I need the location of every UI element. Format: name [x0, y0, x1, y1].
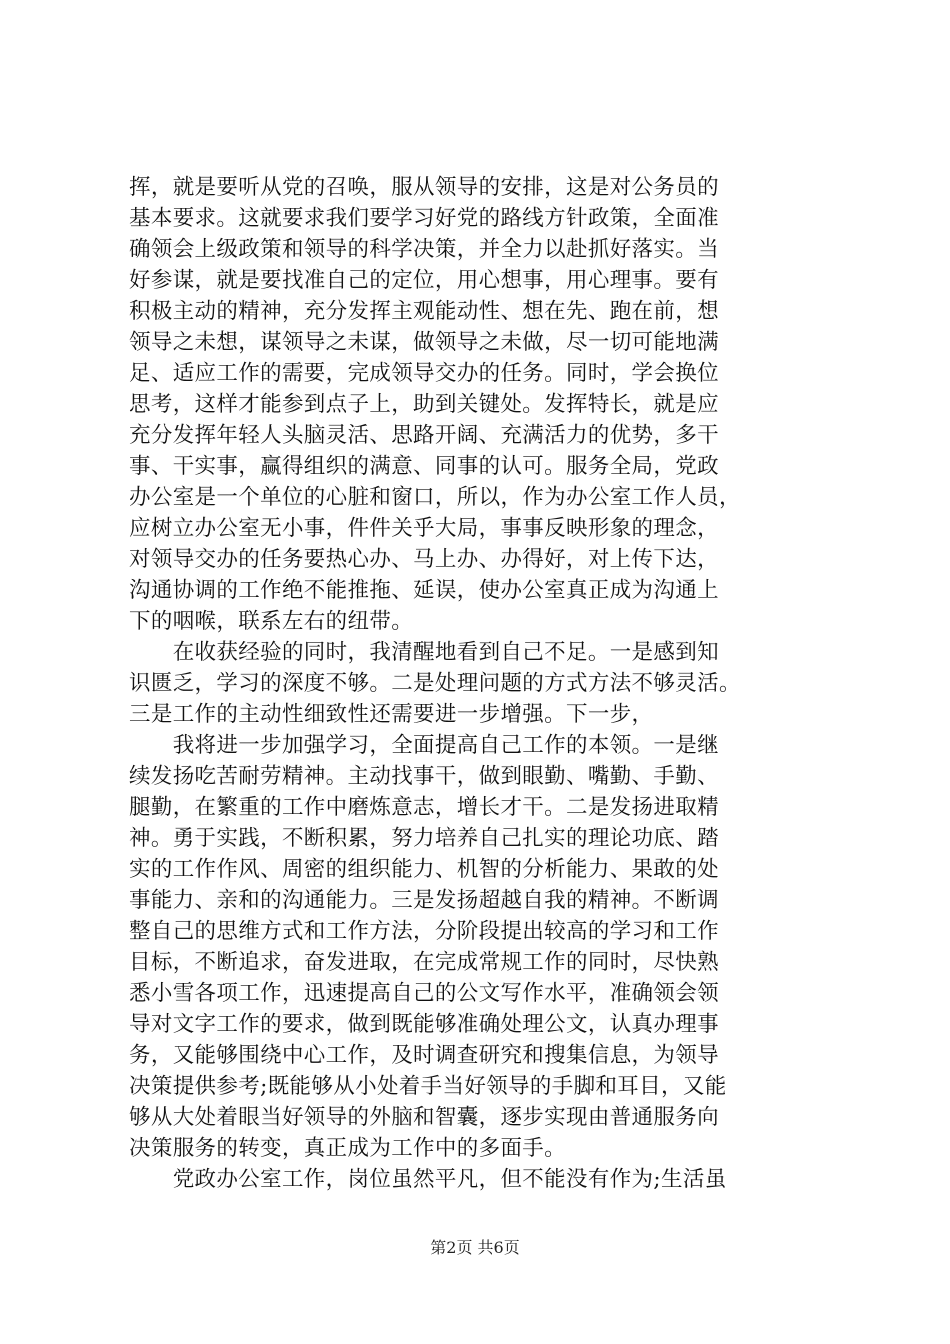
text-line: 充分发挥年轻人头脑灵活、思路开阔、充满活力的优势，多干: [129, 423, 719, 448]
text-line: 决策提供参考;既能够从小处着手当好领导的手脚和耳目，又能: [129, 1074, 727, 1099]
page-footer: 第2页 共6页: [430, 1238, 520, 1257]
text-line: 悉小雪各项工作，迅速提高自己的公文写作水平，准确领会领: [129, 981, 719, 1006]
text-line: 好参谋，就是要找准自己的定位，用心想事，用心理事。要有: [129, 268, 719, 293]
text-line: 积极主动的精神，充分发挥主观能动性、想在先、跑在前，想: [129, 299, 719, 324]
text-line: 决策服务的转变，真正成为工作中的多面手。: [129, 1136, 567, 1161]
text-line: 导对文字工作的要求，做到既能够准确处理公文，认真办理事: [129, 1012, 719, 1037]
text-line: 确领会上级政策和领导的科学决策，并全力以赴抓好落实。当: [129, 237, 719, 262]
text-line: 够从大处着眼当好领导的外脑和智囊，逐步实现由普通服务向: [129, 1105, 719, 1130]
body-text: [129, 172, 829, 1195]
text-line: 基本要求。这就要求我们要学习好党的路线方针政策，全面准: [129, 206, 719, 231]
text-line: 务，又能够围绕中心工作，及时调查研究和搜集信息，为领导: [129, 1043, 719, 1068]
text-line: 办公室是一个单位的心脏和窗口，所以，作为办公室工作人员，: [129, 485, 741, 510]
text-line: 事能力、亲和的沟通能力。三是发扬超越自我的精神。不断调: [129, 888, 719, 913]
text-line: 整自己的思维方式和工作方法，分阶段提出较高的学习和工作: [129, 919, 719, 944]
text-line: 足、适应工作的需要，完成领导交办的任务。同时，学会换位: [129, 361, 719, 386]
text-line: 领导之未想，谋领导之未谋，做领导之未做，尽一切可能地满: [129, 330, 719, 355]
text-line: 识匮乏，学习的深度不够。二是处理问题的方式方法不够灵活。: [129, 671, 741, 696]
text-line: 挥，就是要听从党的召唤，服从领导的安排，这是对公务员的: [129, 175, 719, 200]
text-line: 党政办公室工作，岗位虽然平凡，但不能没有作为;生活虽: [129, 1167, 727, 1192]
text-line: 事、干实事，赢得组织的满意、同事的认可。服务全局，党政: [129, 454, 719, 479]
text-line: 应树立办公室无小事，件件关乎大局，事事反映形象的理念，: [129, 516, 719, 541]
text-line: 思考，这样才能参到点子上，助到关键处。发挥特长，就是应: [129, 392, 719, 417]
text-line: 目标，不断追求，奋发进取，在完成常规工作的同时，尽快熟: [129, 950, 719, 975]
text-line: 在收获经验的同时，我清醒地看到自己不足。一是感到知: [129, 640, 719, 665]
text-line: 对领导交办的任务要热心办、马上办、办得好，对上传下达，: [129, 547, 719, 572]
text-line: 沟通协调的工作绝不能推拖、延误，使办公室真正成为沟通上: [129, 578, 719, 603]
text-line: 神。勇于实践，不断积累，努力培养自己扎实的理论功底、踏: [129, 826, 719, 851]
text-line: 三是工作的主动性细致性还需要进一步增强。下一步，: [129, 702, 654, 727]
text-line: 腿勤，在繁重的工作中磨炼意志，增长才干。二是发扬进取精: [129, 795, 719, 820]
text-line: 我将进一步加强学习，全面提高自己工作的本领。一是继: [129, 733, 719, 758]
text-line: 下的咽喉，联系左右的纽带。: [129, 609, 414, 634]
text-line: 续发扬吃苦耐劳精神。主动找事干，做到眼勤、嘴勤、手勤、: [129, 764, 719, 789]
text-line: 实的工作作风、周密的组织能力、机智的分析能力、果敢的处: [129, 857, 719, 882]
